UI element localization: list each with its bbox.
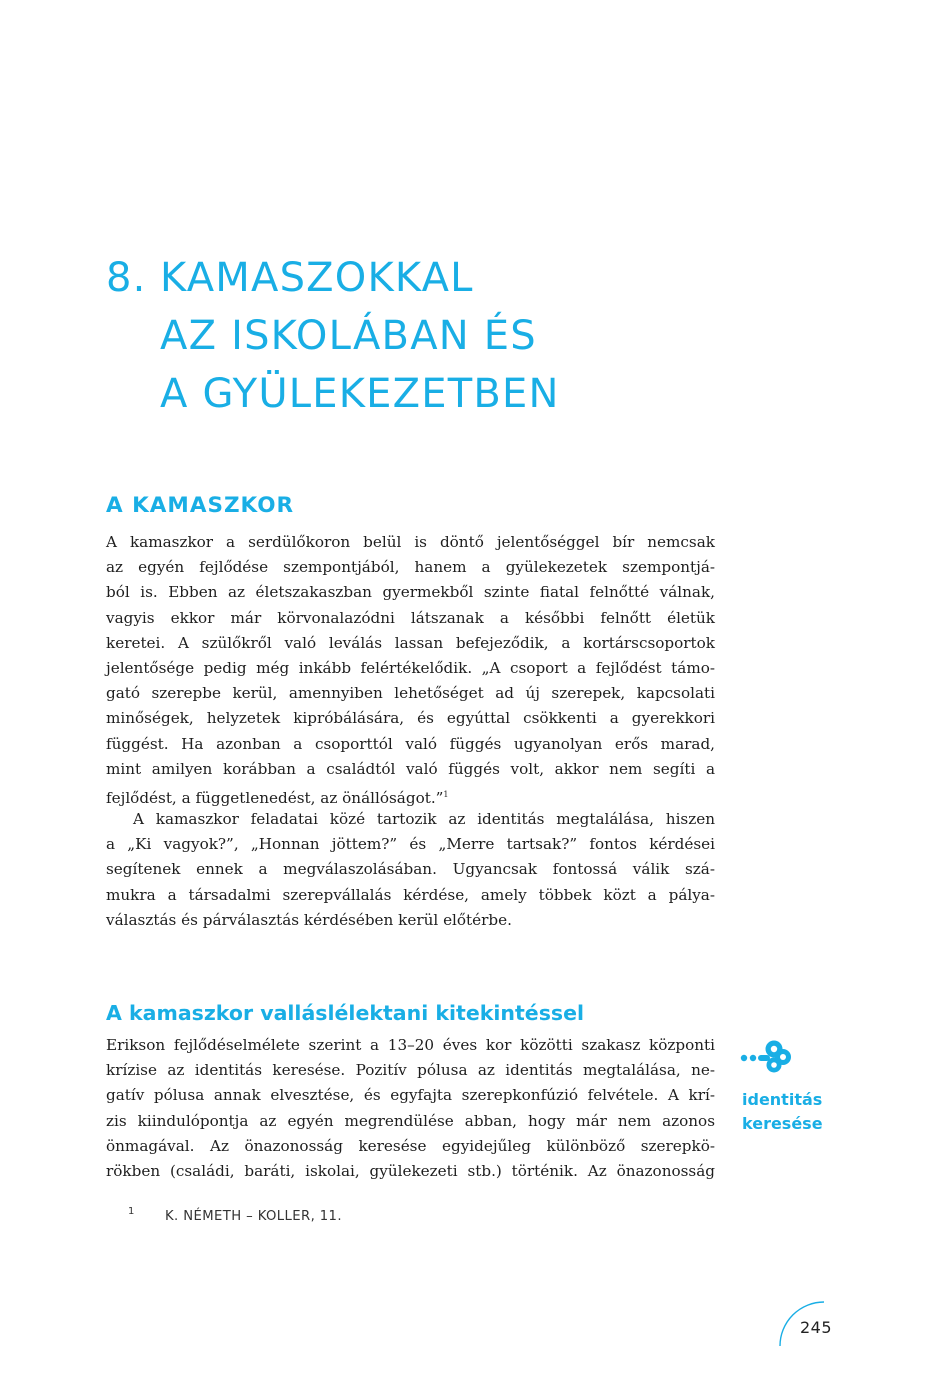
paragraph-1 [106, 530, 715, 933]
text-line: rökben (családi, baráti, iskolai, gyülekezeti stb.) történik. Az önazonosság [106, 1161, 715, 1180]
text-line: segítenek ennek a megválaszolásában. Ugyancsak fontossá válik szá- [106, 860, 715, 879]
text-line: függést. Ha azonban a csoporttól való függés ugyanolyan erős marad, [106, 734, 715, 753]
key-icon [740, 1038, 792, 1074]
margin-keyword-line: keresése [742, 1114, 823, 1133]
text-line: mint amilyen korábban a családtól való függés volt, akkor nem segíti a [106, 759, 715, 778]
text-line-content: fejlődést, a függetlenedést, az önállóságot.” [106, 788, 444, 807]
text-line: zis kiindulópontja az egyén megrendülése abban, hogy már nem azonos [106, 1111, 715, 1130]
footnote-reference: 1 [443, 789, 449, 799]
paragraph-3 [106, 1033, 715, 1184]
page-number: 245 [800, 1318, 833, 1337]
chapter-heading [106, 249, 560, 423]
text-line: ból is. Ebben az életszakaszban gyermekből szinte fiatal felnőtté válnak, [106, 583, 715, 602]
chapter-title-line: KAMASZOKKAL [160, 254, 474, 301]
text-line: az egyén fejlődése szempontjából, hanem a gyülekezetek szempontjá- [106, 558, 715, 577]
text-line: vagyis ekkor már körvonalazódni látszanak a későbbi felnőtt életük [106, 608, 715, 627]
text-line: jelentősége pedig még inkább felértékelődik. „A csoport a fejlődést támo- [106, 658, 715, 677]
margin-keyword [742, 1088, 823, 1136]
text-line: A kamaszkor a serdülőkoron belül is döntő jelentőséggel bír nemcsak [106, 533, 715, 551]
text-line: a „Ki vagyok?”, „Honnan jöttem?” és „Merre tartsak?” fontos kérdései [106, 835, 715, 854]
text-line: gató szerepbe kerül, amennyiben lehetőséget ad új szerepek, kapcsolati [106, 684, 715, 703]
chapter-title-line: A GYÜLEKEZETBEN [160, 370, 560, 417]
margin-keyword-line: identitás [742, 1090, 823, 1109]
chapter-title-line: AZ ISKOLÁBAN ÉS [160, 312, 537, 359]
text-line: önmagával. Az önazonosság keresése egyidejűleg különböző szerepkö- [106, 1136, 715, 1155]
footnote-text: K. NÉMETH – KOLLER, 11. [165, 1209, 342, 1224]
footnote-number: 1 [128, 1206, 135, 1217]
text-line: választás és párválasztás kérdésében kerül előtérbe. [106, 910, 512, 929]
subsection-title: A kamaszkor valláslélektani kitekintéssel [106, 1000, 585, 1025]
text-line: krízise az identitás keresése. Pozitív pólusa az identitás megtalálása, ne- [106, 1061, 715, 1080]
text-line: gatív pólusa annak elvesztése, és egyfajta szerepkonfúzió felvétele. A krí- [106, 1086, 715, 1105]
chapter-number: 8. [106, 254, 147, 301]
text-line: Erikson fejlődéselmélete szerint a 13–20 éves kor közötti szakasz központi [106, 1036, 715, 1054]
text-line: keretei. A szülőkről való leválás lassan befejeződik, a kortárscsoportok [106, 633, 715, 652]
text-line [106, 782, 715, 807]
section-title: A KAMASZKOR [106, 492, 295, 518]
text-line: minőségek, helyzetek kipróbálására, és egyúttal csökkenti a gyerekkori [106, 709, 715, 728]
text-line: A kamaszkor feladatai közé tartozik az identitás megtalálása, hiszen [133, 810, 715, 829]
text-line: mukra a társadalmi szerepvállalás kérdése, amely többek közt a pálya- [106, 885, 715, 904]
